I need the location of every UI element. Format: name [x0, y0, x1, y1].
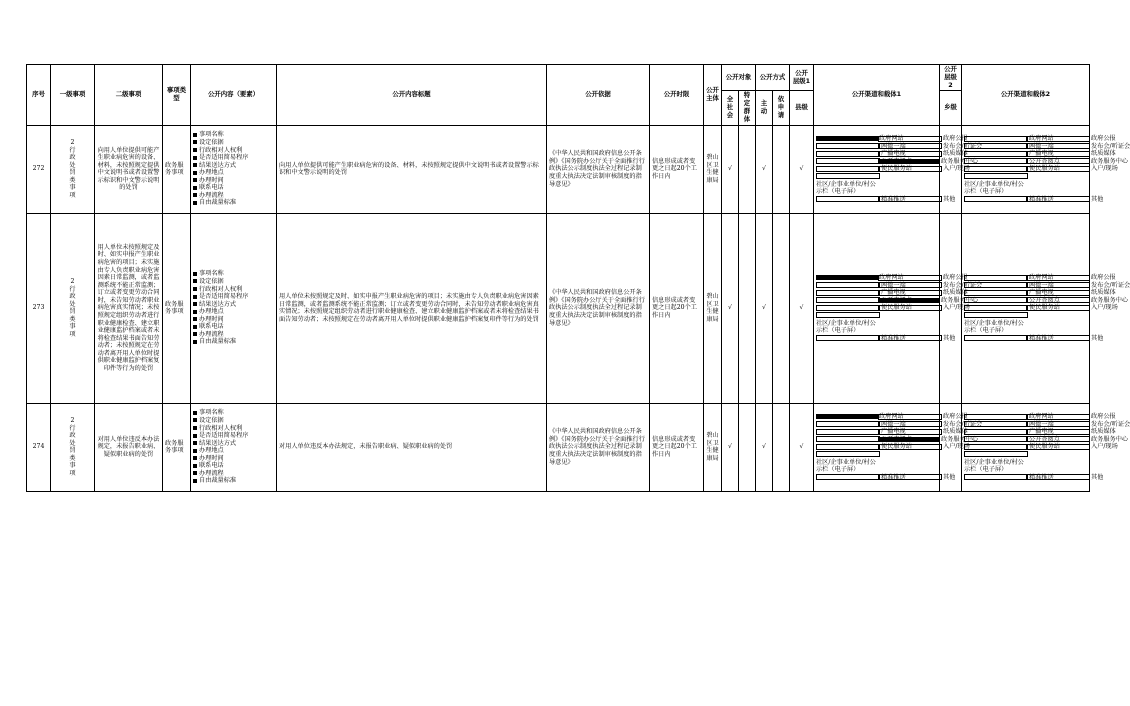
empty-box-icon [816, 143, 880, 149]
bullet-icon [193, 340, 197, 344]
empty-box-icon [964, 173, 1028, 179]
basis-cell: 《中华人民共和国政府信息公开条例》《国务院办公厅关于全面推行行政执法公示制度执法全过程记录制度重大执法决定法制审核制度的指导意见》 [547, 125, 650, 213]
empty-box-icon [1026, 196, 1090, 202]
empty-box-icon [878, 444, 942, 450]
channel-option: 便民服务站 [881, 304, 912, 312]
empty-box-icon [816, 151, 880, 157]
target-all-cell: √ [722, 213, 739, 403]
content-item: 行政相对人权利 [199, 424, 243, 432]
level1-cell [51, 125, 95, 213]
empty-box-icon [964, 436, 1028, 442]
bullet-icon [193, 178, 197, 182]
key-points-cell: 向用人单位提供可能产生职业病危害的设备、材料，未按照规定提供中文说明书或者设置警示标识和中文警示说明的处罚 [277, 125, 547, 213]
empty-box-icon [1026, 474, 1090, 480]
empty-box-icon [1026, 436, 1090, 442]
time-cell: 信息形成或者变更之日起20个工作日内 [650, 125, 704, 213]
bullet-icon [193, 441, 197, 445]
channel-option: 便民服务站 [881, 165, 912, 173]
channel-option: 政府公报 [1091, 413, 1116, 421]
channel-option: 社区/企事业单位/村公示栏（电子屏） [964, 319, 1024, 335]
time-cell: 信息形成或者变更之日起20个工作日内 [650, 403, 704, 491]
empty-box-icon [816, 335, 880, 341]
content-item: 自由裁量标准 [199, 199, 237, 207]
channel2-cell [962, 403, 1130, 491]
channel-option: 政府公报 [943, 413, 968, 421]
empty-box-icon [816, 305, 880, 311]
channel-option: 政府网站 [1029, 413, 1054, 421]
content-item: 事项名称 [199, 409, 224, 417]
content-item: 行政相对人权利 [199, 285, 243, 293]
bullet-icon [193, 449, 197, 453]
channel-option: 其他 [943, 334, 956, 342]
target-specific-cell [739, 403, 756, 491]
header-content: 公开内容（要素） [191, 65, 277, 126]
channel-option: 两微一端 [1029, 142, 1054, 150]
channel-option: 公开查阅点 [1029, 435, 1060, 443]
checked-box-icon [878, 437, 940, 442]
empty-box-icon [1026, 421, 1090, 427]
channel-option: 政府公报 [943, 274, 968, 282]
bullet-icon [193, 332, 197, 336]
channel-option: 社区/企事业单位/村公示栏（电子屏） [816, 180, 876, 196]
method-request-cell [773, 213, 790, 403]
header-subject: 公开主体 [704, 65, 722, 126]
channel-option: 便民服务站 [1029, 304, 1060, 312]
channel-option: 广播电视 [1029, 150, 1054, 158]
content-item: 办理时间 [199, 315, 224, 323]
channel-option: 发布会/听证会 [1091, 142, 1130, 150]
empty-box-icon [1026, 166, 1090, 172]
channel-option: 政府网站 [879, 274, 904, 282]
channel-option: 其他 [1091, 195, 1104, 203]
level1-cell [51, 403, 95, 491]
level1-num: 2 [70, 138, 75, 146]
checked-box-icon [816, 414, 878, 419]
channel-option: 政务服务中心 [1091, 157, 1129, 165]
bullet-icon [193, 272, 197, 276]
level2-cell: 向用人单位提供可能产生职业病危害的设备、材料，未按照规定提供中文说明书或者设置警示标识和中文警示说明的处罚 [95, 125, 163, 213]
channel-option: 两微一端 [881, 142, 906, 150]
bullet-icon [193, 310, 197, 314]
bullet-icon [193, 140, 197, 144]
empty-box-icon [878, 290, 942, 296]
empty-box-icon [1026, 158, 1090, 164]
level1-num: 2 [70, 416, 75, 424]
empty-box-icon [964, 414, 1028, 420]
header-channel2: 公开渠道和载体2 [962, 65, 1090, 126]
key-points-cell: 用人单位未按照规定及时、如实申报产生职业病危害的项目；未实施由专人负责职业病危害因素日常监测，或者监测系统不能正常监测；订立或者变更劳动合同时，未告知劳动者职业病危害真实情况；未按照规定组织劳动者进行职业健康检查、建立职业健康监护档案或者未将检查结果书面告知劳动者；未按照规定在劳动者离开用人单位时提供职业健康监护档案复印件等行为的处罚 [277, 213, 547, 403]
content-item: 设定依据 [199, 277, 224, 285]
content-item: 联系电话 [199, 323, 224, 331]
channel-option: 纸质媒体 [943, 150, 968, 158]
channel-option: 公开查阅点 [1029, 296, 1060, 304]
channel-option: 广播电视 [1029, 428, 1054, 436]
empty-box-icon [964, 444, 1028, 450]
channel-option: 广播电视 [1029, 289, 1054, 297]
header-method-active: 主动 [756, 91, 773, 125]
subject-cell: 碧山区卫生健康局 [704, 403, 722, 491]
empty-box-icon [816, 436, 880, 442]
method-request-cell [773, 403, 790, 491]
channel-option: 纸质媒体 [1091, 428, 1116, 436]
header-level2-group: 公开层级2 [940, 65, 962, 91]
bullet-icon [193, 418, 197, 422]
bullet-icon [193, 464, 197, 468]
channel-option: 精准推送 [1029, 473, 1054, 481]
bullet-icon [193, 325, 197, 329]
channel-option: 社区/企事业单位/村公示栏（电子屏） [816, 319, 876, 335]
header-level1-county: 县级 [790, 91, 814, 125]
empty-box-icon [964, 429, 1028, 435]
method-request-cell [773, 125, 790, 213]
channel-option: 广播电视 [881, 150, 906, 158]
header-level1-group: 公开层级1 [790, 65, 814, 91]
disclosure-table [26, 64, 1130, 492]
header-type: 事项类型 [163, 65, 191, 126]
empty-box-icon [964, 474, 1028, 480]
channel-option: 发布会/听证会 [943, 420, 983, 428]
channel-option: 两微一端 [1029, 420, 1054, 428]
header-target-all: 全社会 [722, 91, 739, 125]
content-item: 行政相对人权利 [199, 146, 243, 154]
channel-option: 政府网站 [1029, 274, 1054, 282]
empty-box-icon [878, 429, 942, 435]
empty-box-icon [816, 312, 880, 318]
level2-cell: 对用人单位违反本办法规定，未报告职业病、疑似职业病的处罚 [95, 403, 163, 491]
channel-option: 入户/现场 [1091, 443, 1118, 451]
bullet-icon [193, 163, 197, 167]
empty-box-icon [816, 166, 880, 172]
key-points-cell: 对用人单位违反本办法规定，未报告职业病、疑似职业病的处罚 [277, 403, 547, 491]
channel-option: 入户/现场 [1091, 165, 1118, 173]
empty-box-icon [1026, 429, 1090, 435]
channel1-cell [814, 403, 983, 491]
empty-box-icon [878, 166, 942, 172]
channel-option: 政府网站 [879, 135, 904, 143]
checked-box-icon [878, 159, 940, 164]
empty-box-icon [816, 158, 880, 164]
content-item: 设定依据 [199, 138, 224, 146]
empty-box-icon [816, 297, 880, 303]
header-target-group: 公开对象 [722, 65, 756, 91]
empty-box-icon [816, 173, 880, 179]
checked-box-icon [878, 298, 940, 303]
target-all-cell: √ [722, 125, 739, 213]
level1-cell [51, 213, 95, 403]
content-item: 办理流程 [199, 330, 224, 338]
empty-box-icon [964, 297, 1028, 303]
empty-box-icon [1026, 290, 1090, 296]
header-method-group: 公开方式 [756, 65, 790, 91]
empty-box-icon [964, 158, 1028, 164]
empty-box-icon [964, 421, 1028, 427]
header-level1: 一级事项 [51, 65, 95, 126]
channel-option: 公开查阅点 [1029, 157, 1060, 165]
header-level2: 二级事项 [95, 65, 163, 126]
content-item: 办理地点 [199, 169, 224, 177]
empty-box-icon [964, 151, 1028, 157]
empty-box-icon [1026, 143, 1090, 149]
channel-option: 政府网站 [1029, 135, 1054, 143]
empty-box-icon [816, 282, 880, 288]
level1-county-cell: √ [790, 403, 814, 491]
channel-option: 政务服务中心 [1091, 296, 1129, 304]
content-item: 设定依据 [199, 416, 224, 424]
empty-box-icon [1026, 136, 1090, 142]
channel1-cell [814, 213, 983, 403]
level1-county-cell: √ [790, 125, 814, 213]
channel-option: 精准推送 [881, 473, 906, 481]
content-item: 办理地点 [199, 447, 224, 455]
table-row [27, 125, 1090, 213]
checked-box-icon [816, 136, 878, 141]
content-item: 结果送达方式 [199, 439, 237, 447]
content-cell [191, 403, 277, 491]
channel-option: 发布会/听证会 [943, 281, 983, 289]
table-row [27, 213, 1090, 403]
empty-box-icon [964, 335, 1028, 341]
channel-option: 精准推送 [1029, 195, 1054, 203]
empty-box-icon [964, 143, 1028, 149]
bullet-icon [193, 133, 197, 137]
channel-option: 入户/现场 [1091, 304, 1118, 312]
content-item: 联系电话 [199, 462, 224, 470]
empty-box-icon [878, 136, 942, 142]
channel-option: 社区/企事业单位/村公示栏（电子屏） [816, 458, 876, 474]
time-cell: 信息形成或者变更之日起20个工作日内 [650, 213, 704, 403]
channel-option: 纸质媒体 [943, 428, 968, 436]
method-active-cell: √ [756, 403, 773, 491]
empty-box-icon [1026, 305, 1090, 311]
empty-box-icon [816, 421, 880, 427]
empty-box-icon [1026, 297, 1090, 303]
channel-option: 入户/现场 [943, 443, 970, 451]
content-item: 是否适用简易程序 [199, 154, 249, 162]
level2-cell: 用人单位未按照规定及时、如实申报产生职业病危害的项目；未实施由专人负责职业病危害因素日常监测，或者监测系统不能正常监测；订立或者变更劳动合同时，未告知劳动者职业病危害真实情况；未按照规定组织劳动者进行职业健康检查、建立职业健康监护档案或者未将检查结果书面告知劳动者；未按照规定在劳动者离开用人单位时提供职业健康监护档案复印件等行为的处罚 [95, 213, 163, 403]
bullet-icon [193, 317, 197, 321]
channel-option: 精准推送 [881, 334, 906, 342]
channel-option: 便民服务站 [881, 443, 912, 451]
content-item: 办理时间 [199, 176, 224, 184]
channel-option: 精准推送 [1029, 334, 1054, 342]
content-item: 结果送达方式 [199, 300, 237, 308]
bullet-icon [193, 434, 197, 438]
seq-cell: 272 [27, 125, 51, 213]
empty-box-icon [878, 335, 942, 341]
bullet-icon [193, 471, 197, 475]
empty-box-icon [964, 166, 1028, 172]
bullet-icon [193, 479, 197, 483]
empty-box-icon [878, 151, 942, 157]
table-row [27, 403, 1090, 491]
channel-option: 发布会/听证会 [943, 142, 983, 150]
content-item: 结果送达方式 [199, 161, 237, 169]
channel-option: 两微一端 [881, 281, 906, 289]
header-basis: 公开依据 [547, 65, 650, 126]
empty-box-icon [878, 196, 942, 202]
target-specific-cell [739, 213, 756, 403]
channel-option: 广播电视 [881, 428, 906, 436]
channel-option: 便民服务站 [1029, 165, 1060, 173]
header-key-points: 公开内容标题 [277, 65, 547, 126]
empty-box-icon [964, 451, 1028, 457]
content-cell [191, 213, 277, 403]
channel-option: 政府公报 [943, 135, 968, 143]
header-target-specific: 特定群体 [739, 91, 756, 125]
bullet-icon [193, 279, 197, 283]
empty-box-icon [964, 305, 1028, 311]
empty-box-icon [878, 275, 942, 281]
empty-box-icon [816, 290, 880, 296]
channel-option: 政府公报 [1091, 274, 1116, 282]
channel-option: 政务服务中心 [941, 157, 979, 165]
content-item: 办理地点 [199, 308, 224, 316]
content-item: 办理流程 [199, 469, 224, 477]
level1-text: 行政处罚类事项 [69, 285, 76, 338]
empty-box-icon [964, 282, 1028, 288]
channel1-cell [814, 125, 983, 213]
channel2-cell [962, 213, 1130, 403]
seq-cell: 273 [27, 213, 51, 403]
empty-box-icon [816, 474, 880, 480]
empty-box-icon [1026, 335, 1090, 341]
level1-text: 行政处罚类事项 [69, 424, 76, 477]
checked-box-icon [816, 275, 878, 280]
channel-option: 两微一端 [881, 420, 906, 428]
basis-cell: 《中华人民共和国政府信息公开条例》《国务院办公厅关于全面推行行政执法公示制度执法全过程记录制度重大执法决定法制审核制度的指导意见》 [547, 213, 650, 403]
header-seq: 序号 [27, 65, 51, 126]
content-item: 办理流程 [199, 191, 224, 199]
empty-box-icon [816, 196, 880, 202]
channel-option: 其他 [1091, 334, 1104, 342]
empty-box-icon [964, 312, 1028, 318]
channel-option: 政务服务中心 [941, 435, 979, 443]
content-cell [191, 125, 277, 213]
method-active-cell: √ [756, 125, 773, 213]
empty-box-icon [1026, 282, 1090, 288]
empty-box-icon [816, 429, 880, 435]
channel-option: 其他 [1091, 473, 1104, 481]
bullet-icon [193, 148, 197, 152]
channel-option: 纸质媒体 [943, 289, 968, 297]
bullet-icon [193, 426, 197, 430]
empty-box-icon [964, 275, 1028, 281]
empty-box-icon [878, 414, 942, 420]
channel2-cell [962, 125, 1130, 213]
content-item: 自由裁量标准 [199, 338, 237, 346]
bullet-icon [193, 171, 197, 175]
channel-option: 广播电视 [881, 289, 906, 297]
empty-box-icon [1026, 275, 1090, 281]
channel-option: 其他 [943, 195, 956, 203]
channel-option: 政府网站 [879, 413, 904, 421]
header-level2-town: 乡级 [940, 91, 962, 125]
channel-option: 便民服务站 [1029, 443, 1060, 451]
header-time: 公开时限 [650, 65, 704, 126]
method-active-cell: √ [756, 213, 773, 403]
bullet-icon [193, 456, 197, 460]
bullet-icon [193, 193, 197, 197]
content-item: 是否适用简易程序 [199, 432, 249, 440]
empty-box-icon [878, 305, 942, 311]
empty-box-icon [878, 474, 942, 480]
channel-option: 纸质媒体 [1091, 289, 1116, 297]
empty-box-icon [878, 143, 942, 149]
channel-option: 政务服务中心 [1091, 435, 1129, 443]
channel-option: 其他 [943, 473, 956, 481]
bullet-icon [193, 295, 197, 299]
empty-box-icon [1026, 151, 1090, 157]
empty-box-icon [816, 444, 880, 450]
empty-box-icon [964, 290, 1028, 296]
target-specific-cell [739, 125, 756, 213]
bullet-icon [193, 186, 197, 190]
content-item: 事项名称 [199, 131, 224, 139]
content-item: 联系电话 [199, 184, 224, 192]
empty-box-icon [1026, 444, 1090, 450]
header-channel1: 公开渠道和载体1 [814, 65, 940, 126]
channel-option: 入户/现场 [943, 165, 970, 173]
content-item: 事项名称 [199, 270, 224, 278]
level1-text: 行政处罚类事项 [69, 146, 76, 199]
content-item: 是否适用简易程序 [199, 293, 249, 301]
level1-num: 2 [70, 277, 75, 285]
type-cell: 政务服务事项 [163, 403, 191, 491]
channel-option: 纸质媒体 [1091, 150, 1116, 158]
channel-option: 政府公报 [1091, 135, 1116, 143]
subject-cell: 碧山区卫生健康局 [704, 125, 722, 213]
channel-option: 社区/企事业单位/村公示栏（电子屏） [964, 458, 1024, 474]
subject-cell: 碧山区卫生健康局 [704, 213, 722, 403]
channel-option: 精准推送 [881, 195, 906, 203]
type-cell: 政务服务事项 [163, 125, 191, 213]
empty-box-icon [878, 421, 942, 427]
bullet-icon [193, 156, 197, 160]
channel-option: 社区/企事业单位/村公示栏（电子屏） [964, 180, 1024, 196]
empty-box-icon [964, 196, 1028, 202]
bullet-icon [193, 411, 197, 415]
channel-option: 两微一端 [1029, 281, 1054, 289]
seq-cell: 274 [27, 403, 51, 491]
empty-box-icon [878, 282, 942, 288]
empty-box-icon [964, 136, 1028, 142]
channel-option: 入户/现场 [943, 304, 970, 312]
level1-county-cell: √ [790, 213, 814, 403]
bullet-icon [193, 201, 197, 205]
empty-box-icon [816, 451, 880, 457]
basis-cell: 《中华人民共和国政府信息公开条例》《国务院办公厅关于全面推行行政执法公示制度执法全过程记录制度重大执法决定法制审核制度的指导意见》 [547, 403, 650, 491]
content-item: 办理时间 [199, 454, 224, 462]
header-method-request: 依申请 [773, 91, 790, 125]
bullet-icon [193, 302, 197, 306]
empty-box-icon [1026, 414, 1090, 420]
bullet-icon [193, 287, 197, 291]
content-item: 自由裁量标准 [199, 477, 237, 485]
type-cell: 政务服务事项 [163, 213, 191, 403]
channel-option: 发布会/听证会 [1091, 420, 1130, 428]
target-all-cell: √ [722, 403, 739, 491]
channel-option: 发布会/听证会 [1091, 281, 1130, 289]
channel-option: 政务服务中心 [941, 296, 979, 304]
